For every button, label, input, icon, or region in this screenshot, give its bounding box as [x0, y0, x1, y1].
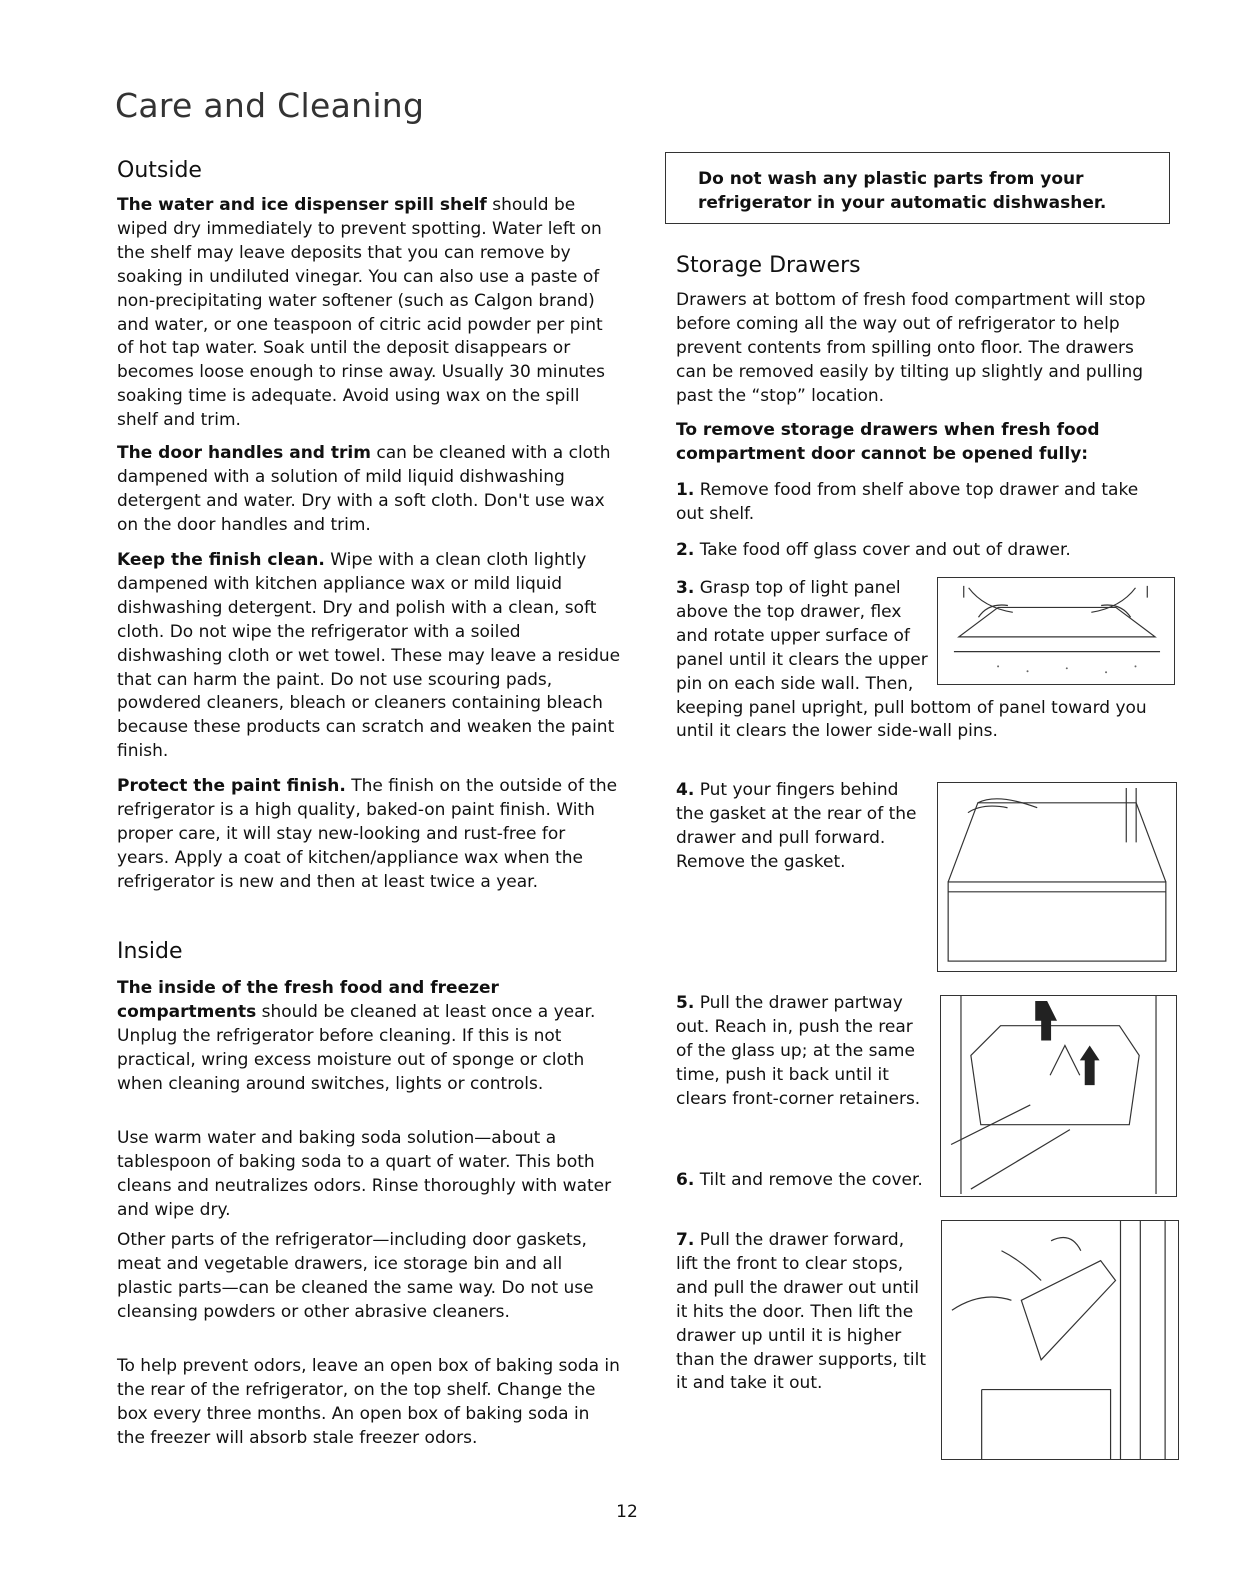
section-heading-storage-drawers: Storage Drawers	[676, 253, 861, 278]
step-number: 6.	[676, 1170, 695, 1190]
paragraph-door-handles	[117, 442, 622, 538]
step-number: 4.	[676, 780, 695, 800]
step-text: Pull the drawer partway out. Reach in, push the rear of the glass up; at the same time, push it back until it clears front-corner retainers.	[676, 993, 921, 1109]
storage-subheading: To remove storage drawers when fresh food compartment door cannot be opened fully:	[676, 420, 1100, 464]
bold-lead: The water and ice dispenser spill shelf	[117, 195, 487, 215]
step-number: 1.	[676, 480, 695, 500]
bold-lead: Protect the paint finish.	[117, 776, 346, 796]
step-1	[676, 479, 1166, 527]
paragraph-text: should be wiped dry immediately to prevent spotting. Water left on the shelf may leave deposits that you can remove by soaking in undiluted vinegar. You can also use a paste of non-precipitating water softener (such as Calgon brand) and water, or one teaspoon of citric acid powder per pint of hot tap water. Soak until the deposit disappears or becomes loose enough to rinse away. Usually 30 minutes soaking time is adequate. Avoid using wax on the spill shelf and trim.	[117, 195, 606, 431]
paragraph-storage-intro: Drawers at bottom of fresh food compartment will stop before coming all the way out of refrigerator to help prevent contents from spilling onto floor. The drawers can be removed easily by tilting up slightly and pulling past the “stop” location.	[676, 290, 1146, 406]
step-number: 7.	[676, 1230, 695, 1250]
paragraph-text: Wipe with a clean cloth lightly dampened with kitchen appliance wax or mild liquid dishwashing detergent. Dry and polish with a clean, soft cloth. Do not wipe the refrigerator with a soiled dishwashing cloth or wet towel. These may leave a residue that can harm the paint. Do not use scouring pads, powdered cleaners, bleach or cleaners containing bleach because these products can scratch and weaken the paint finish.	[117, 550, 621, 762]
bold-lead: The inside of the fresh food and freezer compartments	[117, 978, 499, 1022]
paragraph-text: should be cleaned at least once a year. Unplug the refrigerator before cleaning. If this is not practical, wring excess moisture out of sponge or cloth when cleaning around switches, lights or controls.	[117, 1001, 596, 1094]
section-heading-inside: Inside	[117, 939, 183, 964]
paragraph-finish-clean	[117, 549, 622, 764]
step-number: 2.	[676, 540, 695, 560]
illustration-glass-cover	[940, 995, 1177, 1197]
page-number: 12	[616, 1502, 638, 1522]
step-text: Put your fingers behind the gasket at the rear of the drawer and pull forward. Remove the gasket.	[676, 780, 917, 872]
paragraph-spill-shelf	[117, 194, 622, 433]
warning-text: Do not wash any plastic parts from your refrigerator in your automatic dishwasher.	[698, 169, 1107, 213]
step-7	[676, 1229, 931, 1396]
step-4	[676, 779, 931, 875]
paragraph-other-parts: Other parts of the refrigerator—including door gaskets, meat and vegetable drawers, ice storage bin and all plastic parts—can be cleaned the same way. Do not use cleansing powders or other abrasive cleaners.	[117, 1230, 594, 1322]
step-number: 5.	[676, 993, 695, 1013]
step-number: 3.	[676, 578, 695, 598]
illustration-light-panel	[937, 577, 1175, 685]
step-text: Pull the drawer forward, lift the front to clear stops, and pull the drawer out until it hits the door. Then lift the drawer up until it is higher than the drawer supports, tilt it and take it out.	[676, 1230, 927, 1394]
paragraph-paint-finish	[117, 775, 622, 895]
step-text: Remove food from shelf above top drawer and take out shelf.	[676, 480, 1139, 524]
page-title: Care and Cleaning	[115, 86, 425, 125]
step-text: Tilt and remove the cover.	[694, 1170, 923, 1190]
step-text: Grasp top of light panel above the top drawer, flex and rotate upper surface of panel until it clears the upper pin on each side wall. Then, keeping panel upright, pull bottom of panel toward you until it clears the lower side-wall pins.	[676, 578, 1147, 742]
warning-box	[665, 152, 1170, 224]
bold-lead: Keep the finish clean.	[117, 550, 325, 570]
paragraph-inside-compartments	[117, 977, 622, 1097]
step-6	[676, 1169, 931, 1193]
paragraph-text: The finish on the outside of the refrigerator is a high quality, baked-on paint finish. With proper care, it will stay new-looking and rust-free for years. Apply a coat of kitchen/appliance wax when the refrigerator is new and then at least twice a year.	[117, 776, 618, 892]
illustration-drawer-gasket	[937, 782, 1177, 972]
illustration-remove-drawer	[941, 1220, 1179, 1460]
section-heading-outside: Outside	[117, 158, 202, 183]
step-text: Take food off glass cover and out of drawer.	[694, 540, 1071, 560]
paragraph-text: can be cleaned with a cloth dampened with a solution of mild liquid dishwashing detergent and water. Dry with a soft cloth. Don't use wax on the door handles and trim.	[117, 443, 611, 535]
step-5	[676, 992, 931, 1112]
paragraph-prevent-odors: To help prevent odors, leave an open box of baking soda in the rear of the refrigerator, on the top shelf. Change the box every three months. An open box of baking soda in the freezer will absorb stale freezer odors.	[117, 1356, 620, 1448]
step-2	[676, 539, 1166, 563]
bold-lead: The door handles and trim	[117, 443, 371, 463]
paragraph-baking-soda-solution: Use warm water and baking soda solution—about a tablespoon of baking soda to a quart of water. This both cleans and neutralizes odors. Rinse thoroughly with water and wipe dry.	[117, 1128, 612, 1220]
